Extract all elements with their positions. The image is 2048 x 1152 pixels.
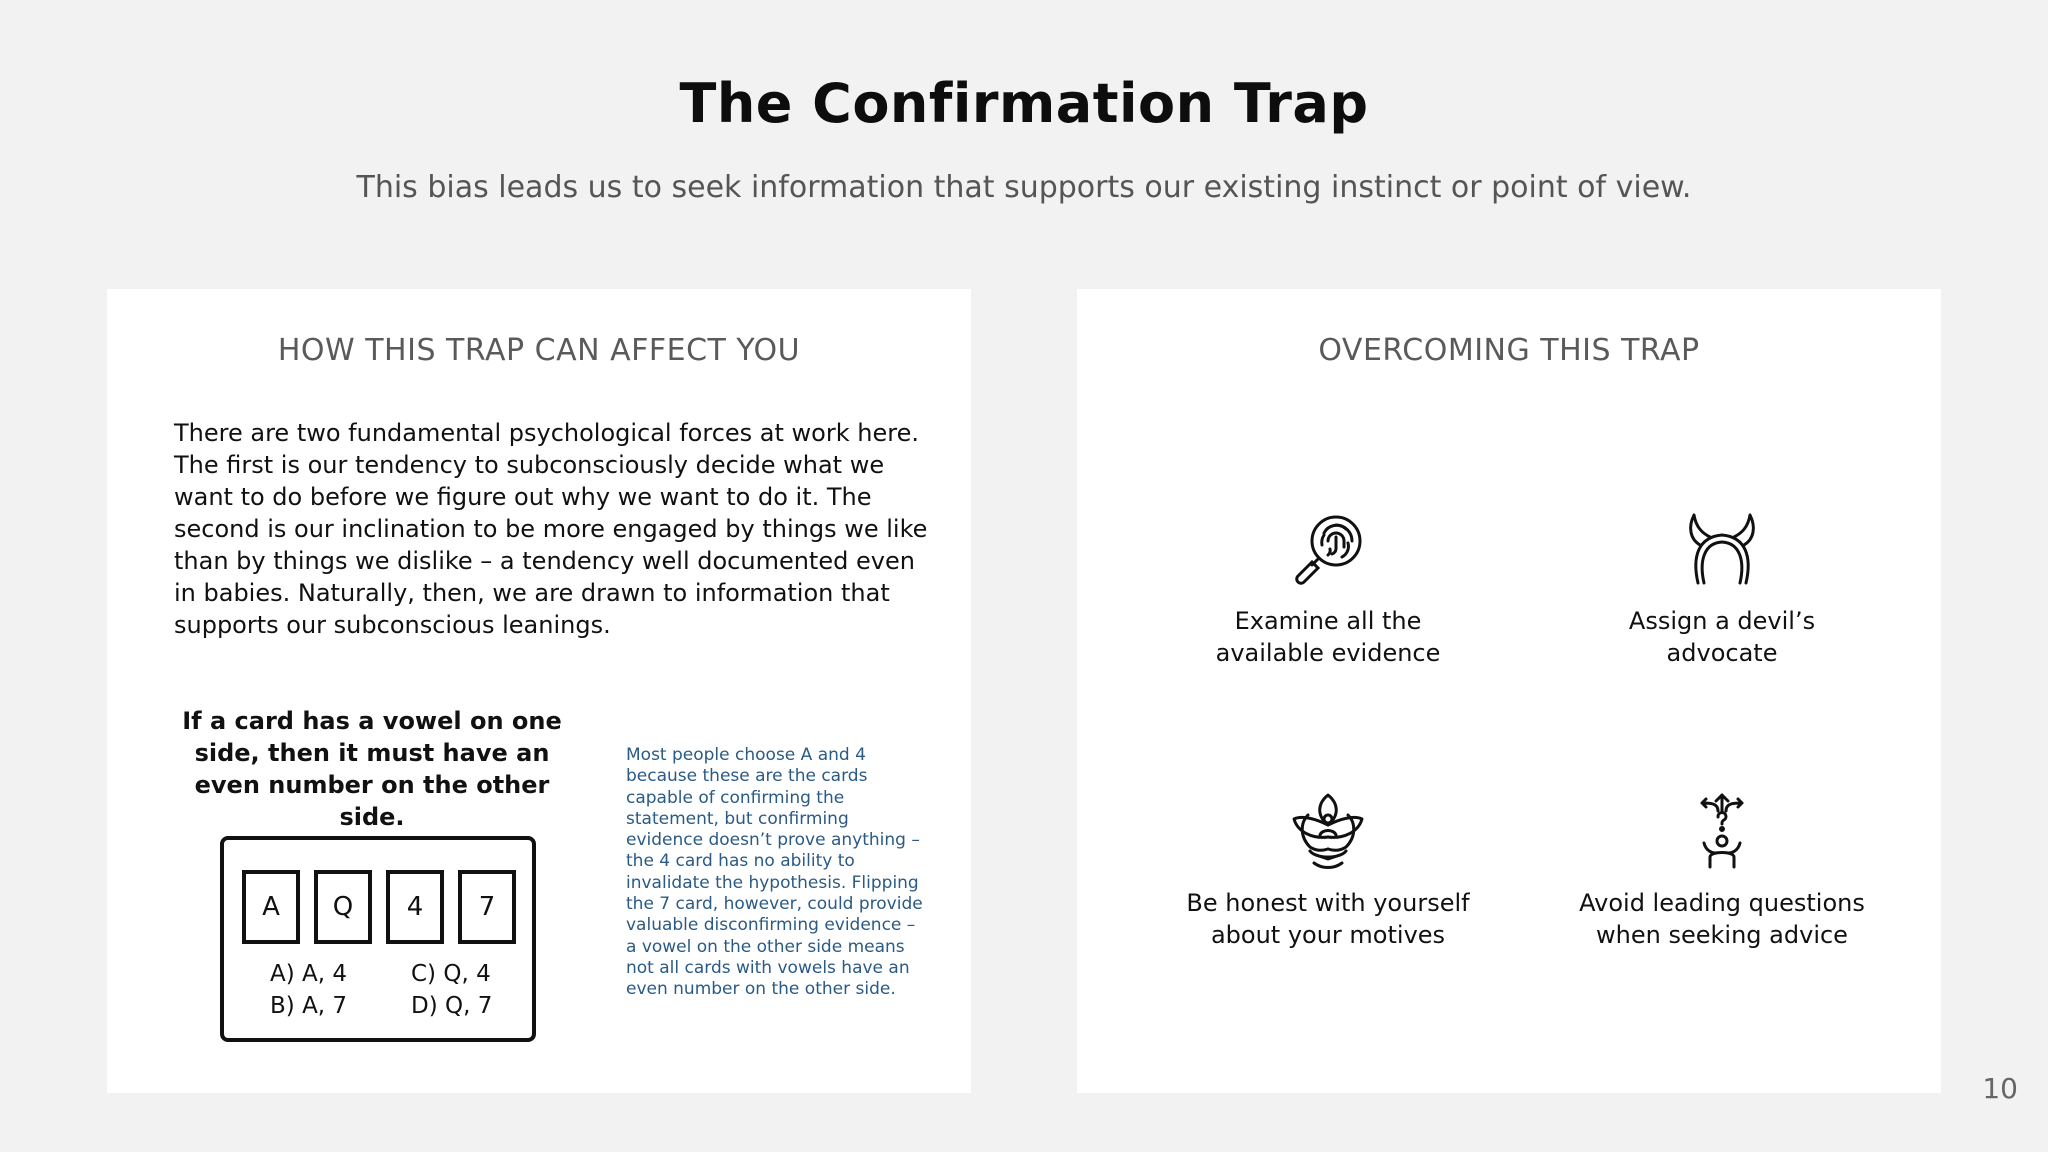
strategy-devils-advocate (1572, 507, 1872, 669)
option-a: A) A, 4 (270, 961, 348, 987)
card-a: A (242, 870, 300, 944)
option-d: D) Q, 7 (411, 993, 493, 1019)
puzzle-statement: If a card has a vowel on one side, then it must have an even number on the other side. (182, 707, 562, 831)
affect-body-text: There are two fundamental psychological forces at work here. The first is our tendency to subconsciously decide what we want to do before we figure out why we want to do it. The second is our inclination to be more engaged by things we like than by things we dislike – a tendency well documented even in babies. Naturally, then, we are drawn to information that supports our subconscious leanings. (174, 419, 928, 639)
card-4: 4 (386, 870, 444, 944)
option-c: C) Q, 4 (411, 961, 491, 987)
affect-panel (107, 289, 971, 1093)
page-title: The Confirmation Trap (679, 72, 1369, 135)
strategy-examine-evidence (1178, 507, 1478, 669)
card-q: Q (314, 870, 372, 944)
fingerprint-magnifier-icon (1286, 507, 1370, 591)
page-subtitle: This bias leads us to seek information that supports our existing instinct or point of view. (356, 170, 1692, 205)
meditating-lotus-icon (1286, 789, 1370, 873)
answer-options-left (270, 958, 347, 1022)
person-directions-question-icon (1680, 789, 1764, 873)
card-puzzle-box (220, 836, 536, 1042)
affect-panel-heading: HOW THIS TRAP CAN AFFECT YOU (277, 333, 801, 368)
puzzle-explanation: Most people choose A and 4 because these are the cards capable of confirming the statement, but confirming evidence doesn’t prove anything – the 4 card has no ability to invalidate the hypothesis. Flipping the 7 card, however, could provide valuable disconfirming evidence – a vowel on the other side means not all cards with vowels have an even number on the other side. (626, 745, 923, 1000)
option-b: B) A, 7 (270, 993, 348, 1019)
devil-horns-icon (1680, 507, 1764, 591)
strategy-honest-label: Be honest with yourself about your motives (1186, 889, 1470, 949)
strategy-honest-motives (1178, 789, 1478, 951)
overcoming-panel (1077, 289, 1941, 1093)
strategy-leading-questions (1572, 789, 1872, 951)
strategy-devil-label: Assign a devil’s advocate (1628, 607, 1816, 667)
answer-options-right (411, 958, 492, 1022)
card-7: 7 (458, 870, 516, 944)
overcoming-panel-heading: OVERCOMING THIS TRAP (1318, 333, 1700, 368)
strategy-leading-label: Avoid leading questions when seeking advice (1579, 889, 1865, 949)
page-number: 10 (1982, 1072, 2018, 1105)
strategy-examine-label: Examine all the available evidence (1215, 607, 1441, 667)
